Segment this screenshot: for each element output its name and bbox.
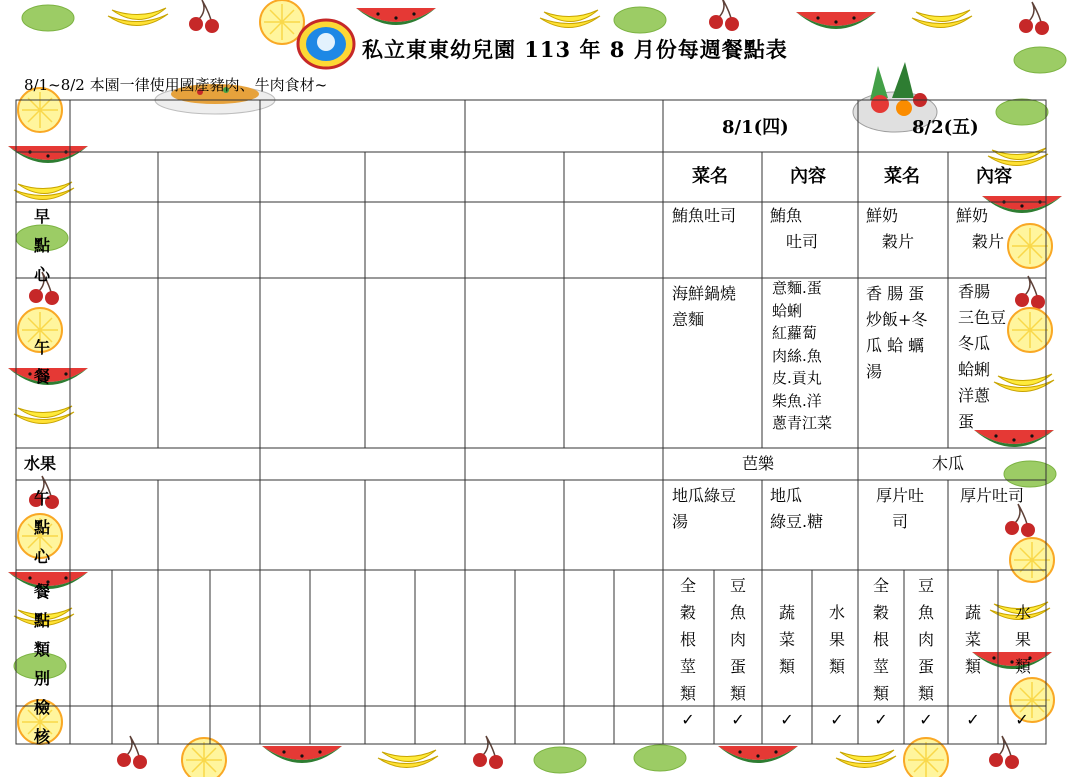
check-mark: ✓: [780, 710, 794, 729]
day1-header-name: 菜名: [692, 166, 728, 187]
day1-cat-fruit: 水 果 類: [828, 603, 845, 676]
day1-cat-veg: 蔬 菜 類: [778, 603, 795, 676]
meat-source-note: 8/1~8/2 本園一律使用國產豬肉、牛肉食材~: [24, 76, 328, 94]
day2-cat-veg: 蔬 菜 類: [964, 603, 981, 676]
day2-date: 8/2(五): [912, 117, 979, 138]
row-label-lunch: 午 餐: [33, 338, 50, 386]
day1-snack-name: 地瓜綠豆 湯: [672, 486, 737, 531]
day1-breakfast-content: 鮪魚 吐司: [770, 206, 819, 251]
check-mark: ✓: [874, 710, 888, 729]
day1-lunch-content: 意麵.蛋 蛤蜊 紅蘿蔔 肉絲.魚 皮.貢丸 柴魚.洋 蔥青江菜: [772, 279, 833, 432]
day2-cat-fruit: 水 果 類: [1014, 603, 1031, 676]
row-label-breakfast: 早 點 心: [33, 207, 50, 284]
day1-breakfast-name: 鮪魚吐司: [672, 206, 737, 225]
day2-snack-name: 厚片吐 司: [876, 486, 925, 531]
row-label-fruit: 水果: [24, 454, 57, 473]
day1-cat-grains: 全 穀 根 莖 類: [679, 576, 696, 703]
day1-cat-protein: 豆 魚 肉 蛋 類: [729, 576, 746, 703]
row-label-check: 餐 點 類 別 檢 核: [33, 582, 50, 746]
page-title: 私立東東幼兒園 113 年 8 月份每週餐點表: [362, 37, 788, 62]
day2-breakfast-name: 鮮奶 穀片: [866, 206, 915, 251]
check-mark: ✓: [966, 710, 980, 729]
day2-lunch-content: 香腸 三色豆 冬瓜 蛤蜊 洋蔥 蛋: [958, 282, 1007, 431]
check-mark: ✓: [919, 710, 933, 729]
check-mark: ✓: [830, 710, 844, 729]
check-mark: ✓: [1015, 710, 1029, 729]
day2-lunch-name: 香 腸 蛋 炒飯+冬 瓜 蛤 蠣 湯: [866, 284, 928, 381]
day2-header-name: 菜名: [884, 166, 920, 187]
check-mark: ✓: [731, 710, 745, 729]
day2-fruit: 木瓜: [932, 454, 965, 473]
day2-header-content: 內容: [976, 166, 1012, 187]
day1-header-content: 內容: [790, 166, 826, 187]
row-label-snack: 午 點 心: [33, 489, 50, 566]
day2-cat-grains: 全 穀 根 莖 類: [872, 576, 889, 703]
day2-snack-content: 厚片吐司: [960, 486, 1025, 505]
day1-lunch-name: 海鮮鍋燒 意麵: [672, 284, 737, 329]
day1-snack-content: 地瓜 綠豆.糖: [770, 486, 824, 531]
check-mark: ✓: [681, 710, 695, 729]
day2-breakfast-content: 鮮奶 穀片: [956, 206, 1005, 251]
day1-date: 8/1(四): [722, 117, 789, 138]
day2-cat-protein: 豆 魚 肉 蛋 類: [917, 576, 934, 703]
day1-fruit: 芭樂: [742, 454, 775, 473]
